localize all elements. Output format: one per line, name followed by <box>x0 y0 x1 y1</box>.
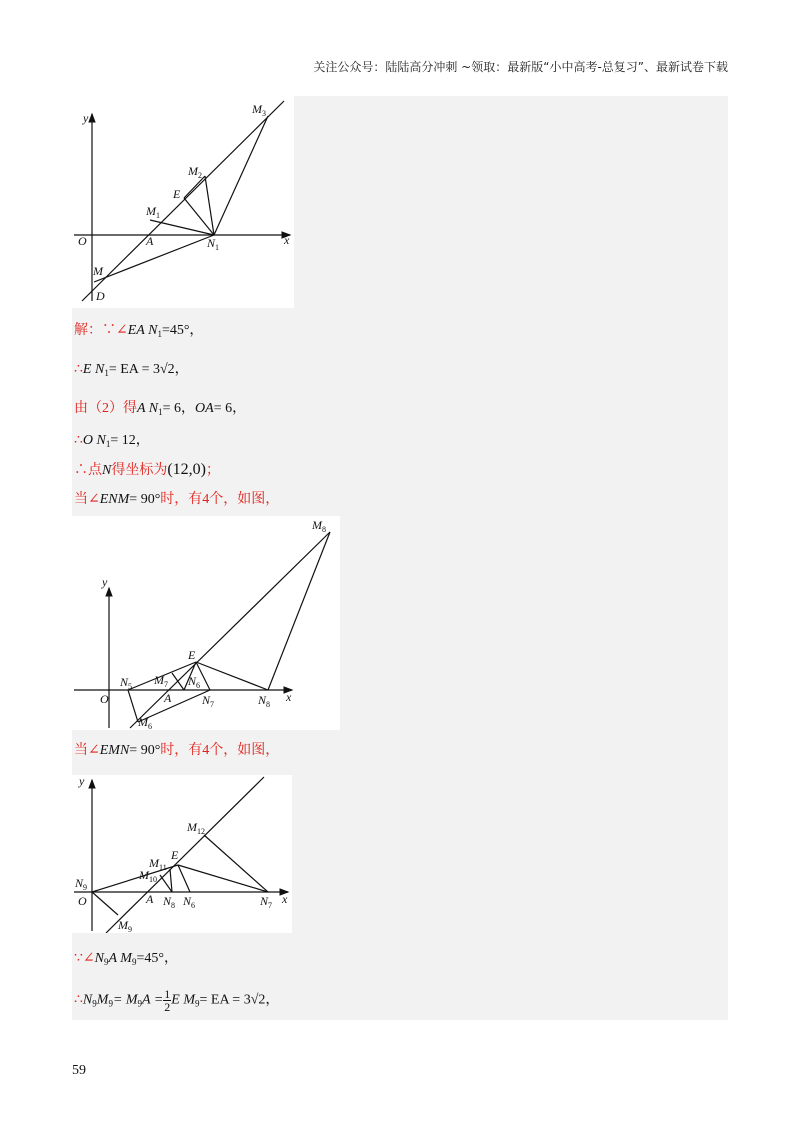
label-n7: $N_7$ <box>202 693 215 709</box>
label-o: O <box>78 234 87 248</box>
label-m11: $M_{11}$ <box>149 856 167 872</box>
page-header: 关注公众号：陆陆高分冲刺 ~领取：最新版“小中高考-总复习”、最新试卷下载 <box>313 60 728 74</box>
label-e: E <box>173 187 181 201</box>
line-1: 解：∵∠EA $N_1=45^\circ$， <box>74 323 204 339</box>
line-8: $\because\angle N_9A$ $M_9=45^\circ$， <box>74 951 178 967</box>
figure-1-svg <box>72 96 294 308</box>
line-m6-n7 <box>138 690 210 722</box>
line-e-n6 <box>178 865 190 892</box>
y-arrow <box>89 114 95 122</box>
label-x: x <box>284 233 290 247</box>
fraction-half: $\frac{1}{2}$ <box>164 987 171 1014</box>
label-m1: $M_1$ <box>146 204 160 220</box>
label-n9: $N_9$ <box>75 876 88 892</box>
line-m3-n1 <box>214 116 268 235</box>
label-x: x <box>286 690 292 704</box>
label-m: M <box>93 264 103 278</box>
label-a: A <box>146 234 154 248</box>
label-a: A <box>146 892 154 906</box>
label-m8: $M_8$ <box>312 518 326 534</box>
label-n8: $N_8$ <box>258 693 271 709</box>
page-number: 59 <box>72 1063 86 1078</box>
label-m3: $M_3$ <box>252 102 266 118</box>
line-3: 由（2）得A $N_1= 6$，OA= 6， <box>74 401 247 417</box>
line-e-n7 <box>178 865 268 892</box>
label-e: E <box>188 648 196 662</box>
line-m7-n6 <box>172 673 184 690</box>
label-y: y <box>102 575 108 589</box>
label-n1: $N_1$ <box>207 236 220 252</box>
label-n5: $N_5$ <box>120 675 133 691</box>
label-m10: $M_{10}$ <box>139 868 157 884</box>
label-o: O <box>78 894 87 908</box>
label-m7: $M_7$ <box>154 673 168 689</box>
line-n8-m8 <box>268 532 330 690</box>
label-n6: $N_6$ <box>183 894 196 910</box>
label-n7: $N_7$ <box>260 894 273 910</box>
label-y: y <box>83 111 89 125</box>
figure-2-svg <box>72 516 340 730</box>
label-n6: $N_6$ <box>188 674 201 690</box>
line-9: $\therefore N_9M_9= M_9A$ = $\frac{1}{2}$ E $M_9=$ EA = 3√2， <box>74 987 280 1014</box>
label-a: A <box>164 691 172 705</box>
line-4: ∴O $N_1= 12$， <box>74 433 150 449</box>
label-m9: $M_9$ <box>118 918 132 933</box>
line-n5-m6 <box>128 690 138 722</box>
line-5: ∴点N得坐标为(12,0)； <box>74 461 220 478</box>
label-y: y <box>79 775 85 788</box>
y-arrow <box>89 780 95 788</box>
line-main <box>130 532 330 728</box>
figure-3-svg <box>72 775 292 933</box>
figure-2 <box>72 516 340 730</box>
line-ad <box>82 101 284 301</box>
line-n9-m9 <box>92 892 118 915</box>
label-n8: $N_8$ <box>163 894 176 910</box>
label-m6: $M_6$ <box>138 715 152 730</box>
line-m-n1 <box>94 235 214 282</box>
line-m11-n8 <box>170 869 172 892</box>
figure-3 <box>72 775 292 933</box>
line-2: ∴E $N_1=$ EA = 3√2， <box>74 362 189 378</box>
line-m12-n7 <box>204 835 268 892</box>
figure-1 <box>72 96 294 308</box>
y-arrow <box>106 588 112 596</box>
label-m12: $M_{12}$ <box>187 820 205 836</box>
line-main <box>106 777 264 933</box>
label-d: D <box>96 289 105 303</box>
line-7: 当∠EMN= 90°时，有4个，如图， <box>74 743 280 758</box>
line-e-n8 <box>196 662 268 690</box>
label-o: O <box>100 692 109 706</box>
label-x: x <box>282 892 288 906</box>
label-m2: $M_2$ <box>188 164 202 180</box>
label-e: E <box>171 848 179 862</box>
line-6: 当∠ENM= 90°时，有4个，如图， <box>74 492 280 507</box>
